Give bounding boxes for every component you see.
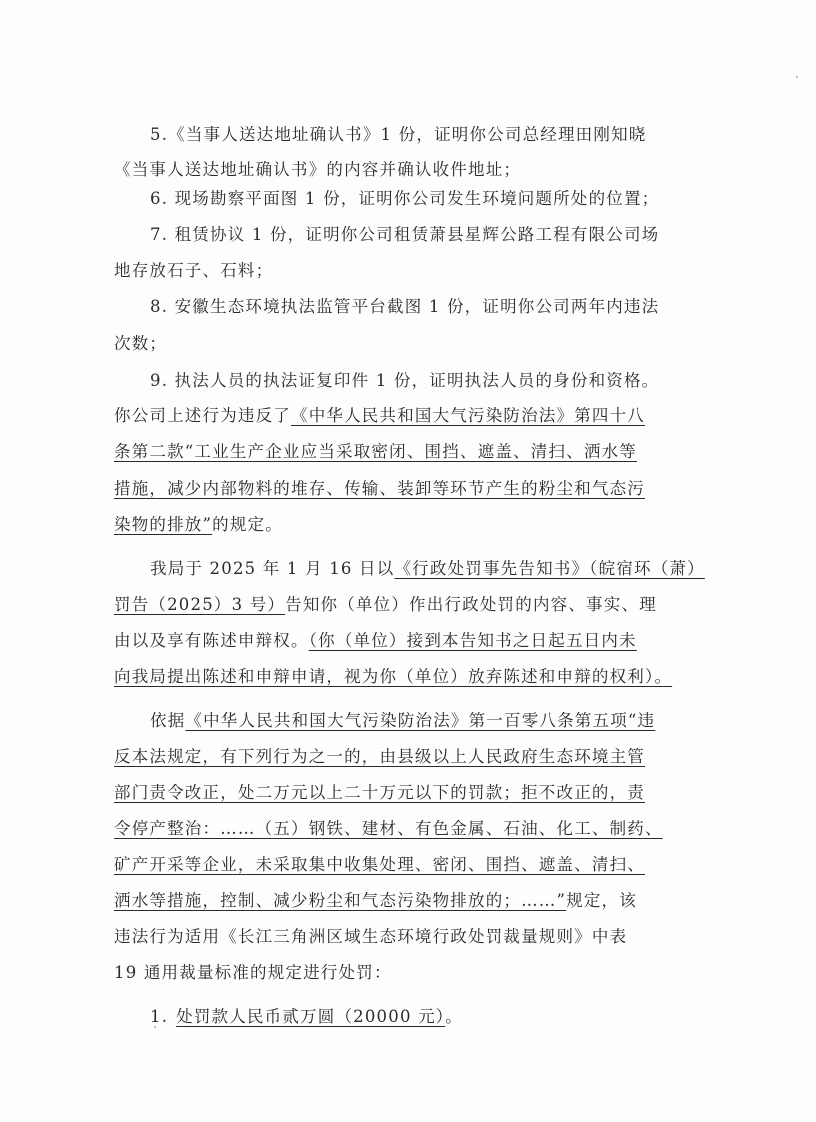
underlined-notice-title: 《行政处罚事先告知书》（皖宿环（萧） <box>394 559 705 578</box>
text-line-basis-8: 19 通用裁量标准的规定进行处罚： <box>114 963 392 982</box>
text-line-item9: 9. 执法人员的执法证复印件 1 份，证明执法人员的身份和资格。 <box>150 371 660 390</box>
underlined-law-text: 条第二款“工业生产企业应当采取密闭、围挡、遮盖、清扫、洒水等 <box>114 442 637 461</box>
text-line-notice-3: 由以及享有陈述申辩权。（你（单位）接到本告知书之日起五日内未 <box>114 631 637 650</box>
scan-speck <box>796 76 798 78</box>
underlined-law-text: 措施，减少内部物料的堆存、传输、装卸等环节产生的粉尘和气态污 <box>114 479 645 498</box>
text-line-item6: 6. 现场勘察平面图 1 份，证明你公司发生环境问题所处的位置； <box>150 189 660 208</box>
text-line-violation-3 <box>114 478 645 500</box>
scan-speck <box>154 1026 156 1028</box>
text-line-item7-2: 地存放石子、石料； <box>114 261 274 280</box>
underlined-law-citation: 《中华人民共和国大气污染防治法》第四十八 <box>291 406 645 425</box>
underlined-basis-text: 矿产开采等企业，未采取集中收集处理、密闭、围挡、遮盖、清扫、 <box>114 855 645 874</box>
underlined-notice-number: 罚告（2025）3 号） <box>114 595 286 614</box>
text-line-violation-1: 你公司上述行为违反了《中华人民共和国大气污染防治法》第四十八 <box>114 406 645 425</box>
text-line-item5-2: 《当事人送达地址确认书》的内容并确认收件地址； <box>114 160 522 179</box>
text-line-notice-4 <box>114 666 672 688</box>
underlined-law-text: 染物的排放” <box>114 515 213 534</box>
underlined-penalty-amount: 处罚款人民币贰万圆（20000 元） <box>176 1007 446 1026</box>
text-line-violation-4: 染物的排放”的规定。 <box>114 515 283 534</box>
text-line-basis-3 <box>114 782 645 804</box>
text-line-basis-5 <box>114 854 645 876</box>
text-line-basis-2 <box>114 746 645 768</box>
underlined-basis-text: 反本法规定，有下列行为之一的，由县级以上人民政府生态环境主管 <box>114 747 645 766</box>
text-line-violation-2 <box>114 441 637 463</box>
underlined-basis-text: 部门责令改正，处二万元以上二十万元以下的罚款；拒不改正的，责 <box>114 783 645 802</box>
text-line-penalty: 1. 处罚款人民币贰万圆（20000 元）。 <box>150 1007 463 1026</box>
text-line-basis-7: 违法行为适用《长江三角洲区域生态环境行政处罚裁量规则》中表 <box>114 927 628 946</box>
text-line-item8-1: 8. 安徽生态环境执法监管平台截图 1 份，证明你公司两年内违法 <box>150 297 660 316</box>
text-line-item8-2: 次数； <box>114 334 168 353</box>
underlined-notice-clause: （你（单位）接到本告知书之日起五日内未 <box>308 631 637 650</box>
underlined-notice-clause: 向我局提出陈述和申辩申请，视为你（单位）放弃陈述和申辩的权利）。 <box>114 667 673 686</box>
text-line-item7-1: 7. 租赁协议 1 份，证明你公司租赁萧县星辉公路工程有限公司场 <box>150 225 660 244</box>
underlined-basis-citation: 《中华人民共和国大气污染防治法》第一百零八条第五项“违 <box>185 711 656 730</box>
text-line-item5-1: 5.《当事人送达地址确认书》1 份，证明你公司总经理田刚知晓 <box>150 125 647 144</box>
text-line-notice-1: 我局于 2025 年 1 月 16 日以《行政处罚事先告知书》（皖宿环（萧） <box>150 559 705 578</box>
text-line-basis-4 <box>114 818 663 840</box>
text-line-basis-6: 洒水等措施，控制、减少粉尘和气态污染物排放的；……”规定，该 <box>114 891 637 910</box>
text-line-notice-2: 罚告（2025）3 号）告知你（单位）作出行政处罚的内容、事实、理 <box>114 595 657 614</box>
underlined-basis-text: 洒水等措施，控制、减少粉尘和气态污染物排放的；……” <box>114 891 567 910</box>
underlined-basis-text: 令停产整治：……（五）钢铁、建材、有色金属、石油、化工、制药、 <box>114 819 663 838</box>
text-line-basis-1: 依据《中华人民共和国大气污染防治法》第一百零八条第五项“违 <box>150 711 656 730</box>
